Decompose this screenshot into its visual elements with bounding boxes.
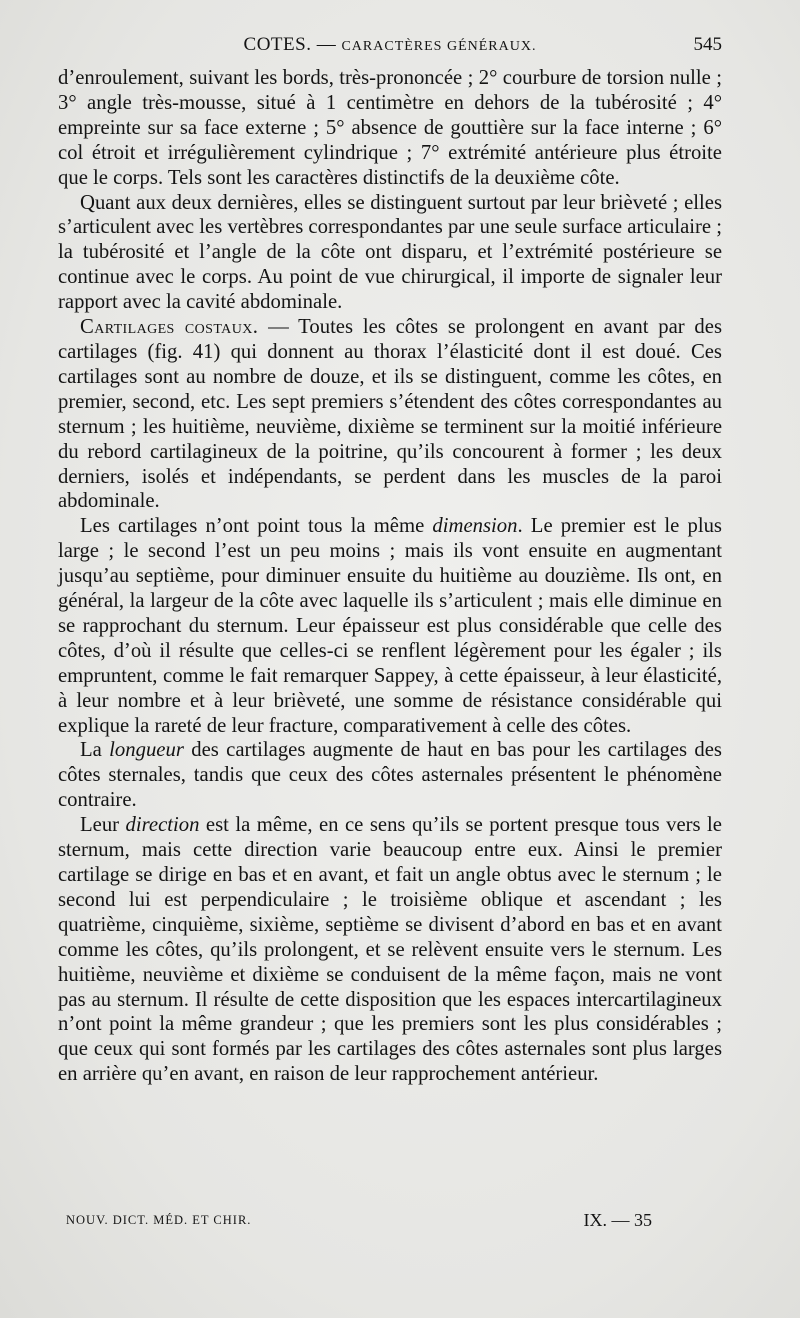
paragraph <box>58 66 722 191</box>
paragraph <box>58 191 722 316</box>
running-title-sub: CARACTÈRES GÉNÉRAUX. <box>341 39 537 54</box>
text-run: est la même, en ce sens qu’ils se portent presque tous vers le sternum, mais cette direction varie beaucoup entre eux. Ainsi le premier cartilage se dirige en bas et en avant, et fait un angle obtus avec le sternum ; le second lui est perpendiculaire ; le troisième oblique et ascendant ; les quatrième, cinquième, sixième, septième se divisent d’abord en bas et en avant comme les côtes, qu’ils prolongent, et se relèvent ensuite vers le sternum. Les huitième, neuvième et dixième se conduisent de la même façon, mais ne vont pas au sternum. Il résulte de cette disposition que les espaces intercartilagineux n’ont point la même grandeur ; que les premiers sont les plus considérables ; que ceux qui sont formés par les cartilages des côtes asternales sont plus larges en arrière qu’en avant, en raison de leur rapprochement antérieur. <box>58 814 722 1086</box>
running-title-dash: — <box>316 34 337 55</box>
text-run: des cartilages augmente de haut en bas pour les cartilages des côtes sternales, tandis que ceux des côtes asternales présentent le phénomène contraire. <box>58 739 722 812</box>
text-run: Les cartilages n’ont point tous la même <box>80 515 433 538</box>
paragraph <box>58 813 722 1087</box>
body-text <box>58 66 722 1087</box>
running-title <box>58 34 722 56</box>
emphasis-text: direction <box>125 814 200 837</box>
emphasis-text: dimension <box>432 515 518 538</box>
page-number: 545 <box>693 34 722 55</box>
section-heading: Cartilages costaux. <box>80 316 259 339</box>
running-head <box>58 32 722 58</box>
text-run: Leur <box>80 814 126 837</box>
footer-publication: NOUV. DICT. MÉD. ET CHIR. <box>66 1213 252 1227</box>
text-run: d’enroulement, suivant les bords, très-prononcée ; 2° courbure de torsion nulle ; 3° angle très-mousse, situé à 1 centimètre en dehors de la tubérosité ; 4° empreinte sur sa face externe ; 5° absence de gouttière sur la face interne ; 6° col étroit et irrégulièrement cylindrique ; 7° extrémité antérieure plus étroite que le corps. Tels sont les caractères distinctifs de la deuxième côte. <box>58 67 722 189</box>
emphasis-text: longueur <box>109 739 184 762</box>
paragraph <box>58 738 722 813</box>
footer-signature: IX. — 35 <box>583 1210 652 1230</box>
text-run: — Toutes les côtes se prolongent en avant par des cartilages (fig. 41) qui donnent au thorax l’élasticité dont il est doué. Ces cartilages sont au nombre de douze, et ils se distinguent, comme les côtes, en premier, second, etc. Les sept premiers s’étendent des côtes correspondantes au sternum ; les huitième, neuvième, dixième se terminent sur la moitié inférieure du rebord cartilagineux de la poitrine, qu’ils concourent à former ; les deux derniers, isolés et indépendants, se perdent dans les muscles de la paroi abdominale. <box>58 316 723 513</box>
paragraph <box>58 514 722 738</box>
page-footer <box>58 1210 722 1234</box>
running-title-main: COTES. <box>243 34 312 55</box>
text-run: Quant aux deux dernières, elles se distinguent surtout par leur brièveté ; elles s’articulent avec les vertèbres correspondantes par une seule surface articulaire ; la tubérosité et l’angle de la côte ont disparu, et l’extrémité postérieure se continue avec le corps. Au point de vue chirurgical, il importe de signaler leur rapport avec la cavité abdominale. <box>58 191 722 314</box>
text-run: . Le premier est le plus large ; le second l’est un peu moins ; mais ils vont ensuite en augmentant jusqu’au septième, pour diminuer ensuite du huitième au douzième. Ils ont, en général, la largeur de la côte avec laquelle ils s’articulent ; mais elle diminue en se rapprochant du sternum. Leur épaisseur est plus considérable que celle des côtes, d’où il résulte que celles-ci se renflent légèrement pour les égaler ; ils empruntent, comme le fait remarquer Sappey, à cette épaisseur, à leur élasticité, à leur nombre et à leur brièveté, une somme de résistance considérable qui explique la rareté de leur fracture, comparativement à celle des côtes. <box>58 515 722 737</box>
paragraph <box>58 315 722 514</box>
text-run: La <box>80 739 110 762</box>
